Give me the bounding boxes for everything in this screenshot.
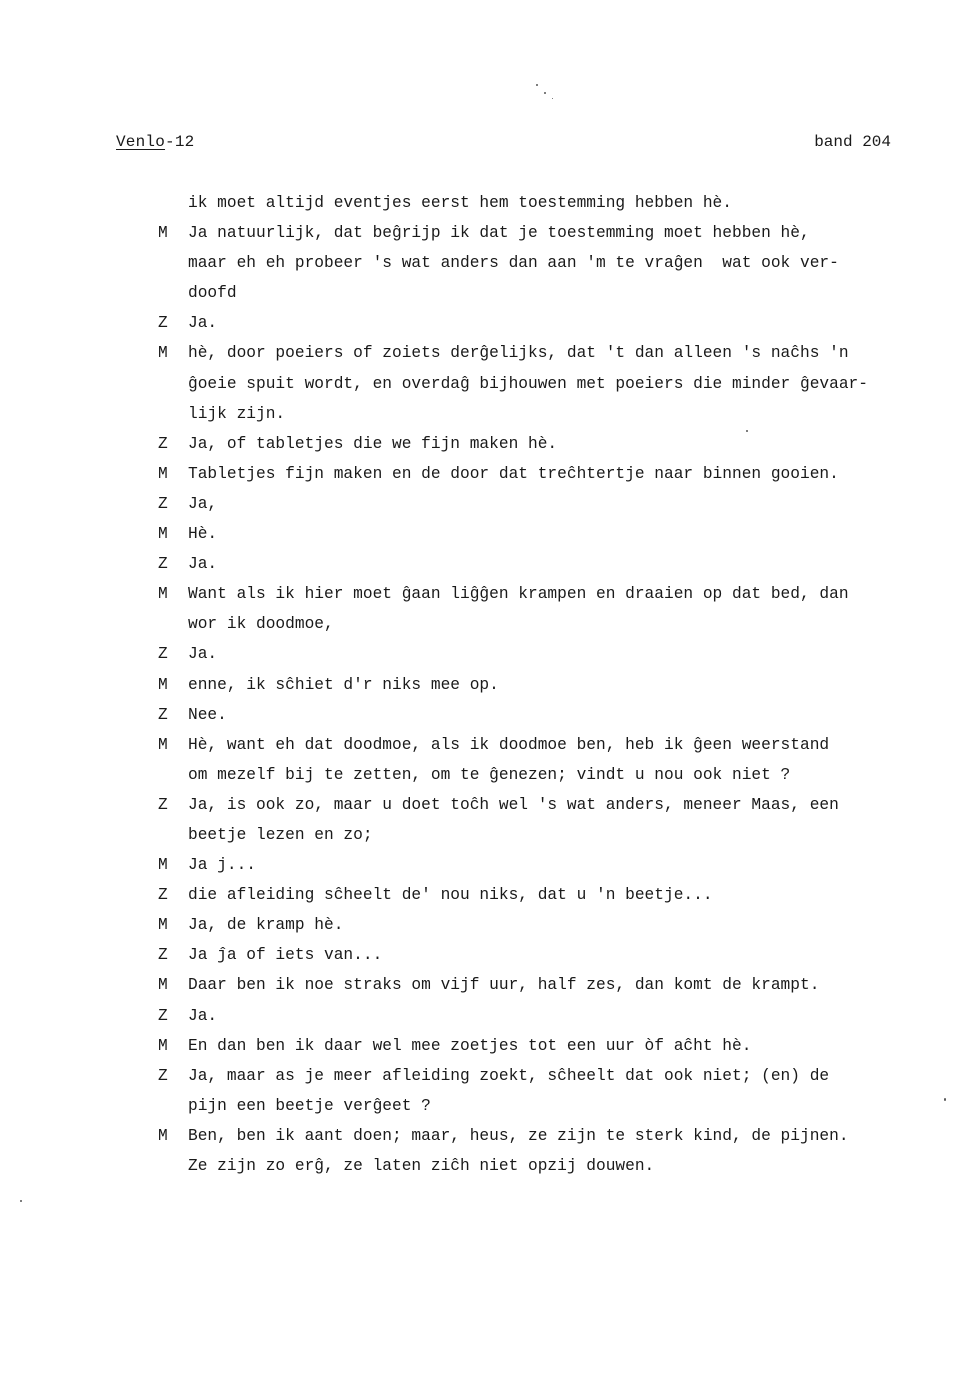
dialogue-line: [0, 700, 973, 730]
utterance-text: ĝoeie spuit wordt, en overdaĝ bijhouwen met poeiers die minder ĝevaar-: [188, 374, 868, 393]
utterance-text: Ja, is ook zo, maar u doet toĉh wel 's wat anders, meneer Maas, een: [188, 795, 839, 814]
dialogue-entry: [0, 1061, 973, 1121]
dialogue-entry: [0, 338, 973, 428]
dialogue-entry: [0, 670, 973, 700]
dialogue-entry: [0, 880, 973, 910]
utterance-text: enne, ik sĉhiet d'r niks mee op.: [188, 675, 499, 694]
dialogue-line: [0, 639, 973, 669]
utterance-text: die afleiding sĉheelt de' nou niks, dat u 'n beetje...: [188, 886, 713, 905]
dialogue-line: [0, 820, 973, 850]
utterance-text: Ja.: [188, 555, 218, 574]
dialogue-entry: [0, 519, 973, 549]
dialogue-line: [0, 760, 973, 790]
utterance-text: Ben, ben ik aant doen; maar, heus, ze zijn te sterk kind, de pijnen.: [188, 1126, 849, 1145]
utterance-text: Ja natuurlijk, dat beĝrijp ik dat je toestemming moet hebben hè,: [188, 224, 810, 243]
dialogue-line: [0, 399, 973, 429]
dialogue-entry: [0, 218, 973, 308]
dialogue-entry: [0, 910, 973, 940]
dialogue-entry: [0, 940, 973, 970]
speaker-label: Z: [158, 645, 168, 664]
utterance-text: Ja ĵa of iets van...: [188, 946, 383, 965]
dialogue-line: [0, 1121, 973, 1151]
speaker-label: Z: [158, 886, 168, 905]
dialogue-entry: [0, 429, 973, 459]
dialogue-line: [0, 1091, 973, 1121]
speaker-label: M: [158, 344, 168, 363]
utterance-text: lijk zijn.: [188, 404, 286, 423]
scan-speck: [544, 92, 546, 94]
dialogue-line: [0, 519, 973, 549]
utterance-text: wor ik doodmoe,: [188, 615, 334, 634]
speaker-label: M: [158, 1036, 168, 1055]
utterance-text: Hè, want eh dat doodmoe, als ik doodmoe ben, heb ik ĝeen weerstand: [188, 735, 830, 754]
dialogue-entry: [0, 308, 973, 338]
dialogue-line: [0, 730, 973, 760]
dialogue-entry: [0, 549, 973, 579]
dialogue-entry: [0, 850, 973, 880]
dialogue-line: [0, 790, 973, 820]
scan-speck: [552, 98, 553, 99]
dialogue-line: [0, 218, 973, 248]
dialogue-entry: [0, 489, 973, 519]
speaker-label: Z: [158, 1066, 168, 1085]
utterance-text: pijn een beetje verĝeet ?: [188, 1096, 431, 1115]
dialogue-line: [0, 248, 973, 278]
dialogue-line: [0, 579, 973, 609]
dialogue-entry: [0, 790, 973, 850]
dialogue-line: [0, 940, 973, 970]
scan-speck: [20, 1200, 22, 1202]
utterance-text: Ja.: [188, 314, 218, 333]
speaker-label: M: [158, 856, 168, 875]
dialogue-line: [0, 188, 973, 218]
dialogue-line: [0, 278, 973, 308]
utterance-text: doofd: [188, 284, 237, 303]
dialogue-line: [0, 1061, 973, 1091]
dialogue-entry: [0, 970, 973, 1000]
speaker-label: Z: [158, 494, 168, 513]
speaker-label: M: [158, 916, 168, 935]
utterance-text: Ja, maar as je meer afleiding zoekt, sĉheelt dat ook niet; (en) de: [188, 1066, 830, 1085]
utterance-text: beetje lezen en zo;: [188, 825, 373, 844]
utterance-text: om mezelf bij te zetten, om te ĝenezen; vindt u nou ook niet ?: [188, 765, 791, 784]
dialogue-line: [0, 880, 973, 910]
speaker-label: Z: [158, 1006, 168, 1025]
dialogue-line: [0, 369, 973, 399]
dialogue-line: [0, 489, 973, 519]
utterance-text: Ja j...: [188, 856, 256, 875]
document-location: [116, 133, 194, 151]
dialogue-line: [0, 670, 973, 700]
dialogue-entry: [0, 730, 973, 790]
dialogue-entry: [0, 579, 973, 639]
utterance-text: Want als ik hier moet ĝaan liĝĝen krampen en draaien op dat bed, dan: [188, 585, 849, 604]
dialogue-line: [0, 429, 973, 459]
dialogue-entry: [0, 188, 973, 218]
scan-speck: [536, 84, 538, 86]
utterance-text: Ze zijn zo erĝ, ze laten ziĉh niet opzij douwen.: [188, 1157, 655, 1175]
speaker-label: M: [158, 525, 168, 544]
utterance-text: Ja, of tabletjes die we fijn maken hè.: [188, 434, 558, 453]
speaker-label: M: [158, 224, 168, 243]
utterance-text: Nee.: [188, 705, 227, 724]
speaker-label: Z: [158, 946, 168, 965]
utterance-text: Tabletjes fijn maken en de door dat treĉhtertje naar binnen gooien.: [188, 464, 839, 483]
scan-speck: [746, 430, 748, 432]
speaker-label: Z: [158, 314, 168, 333]
speaker-label: Z: [158, 705, 168, 724]
dialogue-entry: [0, 459, 973, 489]
scan-speck: [944, 1098, 946, 1101]
utterance-text: ik moet altijd eventjes eerst hem toestemming hebben hè.: [188, 194, 732, 212]
tape-reference: band 204: [814, 133, 891, 151]
location-name: Venlo: [116, 133, 166, 151]
utterance-text: hè, door poeiers of zoiets derĝelijks, dat 't dan alleen 's naĉhs 'n: [188, 344, 849, 363]
dialogue-line: [0, 850, 973, 880]
speaker-label: M: [158, 976, 168, 995]
dialogue-entry: [0, 700, 973, 730]
utterance-text: Daar ben ik noe straks om vijf uur, half zes, dan komt de krampt.: [188, 976, 820, 995]
dialogue-line: [0, 910, 973, 940]
speaker-label: M: [158, 585, 168, 604]
dialogue-entry: [0, 639, 973, 669]
dialogue-line: [0, 308, 973, 338]
dialogue-line: [0, 1031, 973, 1061]
utterance-text: Ja.: [188, 1006, 218, 1025]
utterance-text: maar eh eh probeer 's wat anders dan aan 'm te vraĝen wat ook ver-: [188, 254, 839, 273]
speaker-label: M: [158, 735, 168, 754]
dialogue-line: [0, 1151, 973, 1181]
dialogue-line: [0, 609, 973, 639]
speaker-label: M: [158, 675, 168, 694]
utterance-text: Ja,: [188, 494, 218, 513]
utterance-text: En dan ben ik daar wel mee zoetjes tot een uur òf aĉht hè.: [188, 1036, 752, 1055]
transcript-body: [0, 188, 973, 1181]
dialogue-entry: [0, 1121, 973, 1181]
speaker-label: Z: [158, 795, 168, 814]
speaker-label: Z: [158, 434, 168, 453]
utterance-text: Ja, de kramp hè.: [188, 916, 344, 935]
dialogue-line: [0, 549, 973, 579]
speaker-label: Z: [158, 555, 168, 574]
utterance-text: Ja.: [188, 645, 218, 664]
dialogue-line: [0, 338, 973, 368]
speaker-label: M: [158, 464, 168, 483]
location-number: -12: [165, 133, 195, 151]
dialogue-line: [0, 1001, 973, 1031]
dialogue-entry: [0, 1031, 973, 1061]
dialogue-line: [0, 970, 973, 1000]
dialogue-line: [0, 459, 973, 489]
dialogue-entry: [0, 1001, 973, 1031]
speaker-label: M: [158, 1126, 168, 1145]
utterance-text: Hè.: [188, 525, 218, 544]
